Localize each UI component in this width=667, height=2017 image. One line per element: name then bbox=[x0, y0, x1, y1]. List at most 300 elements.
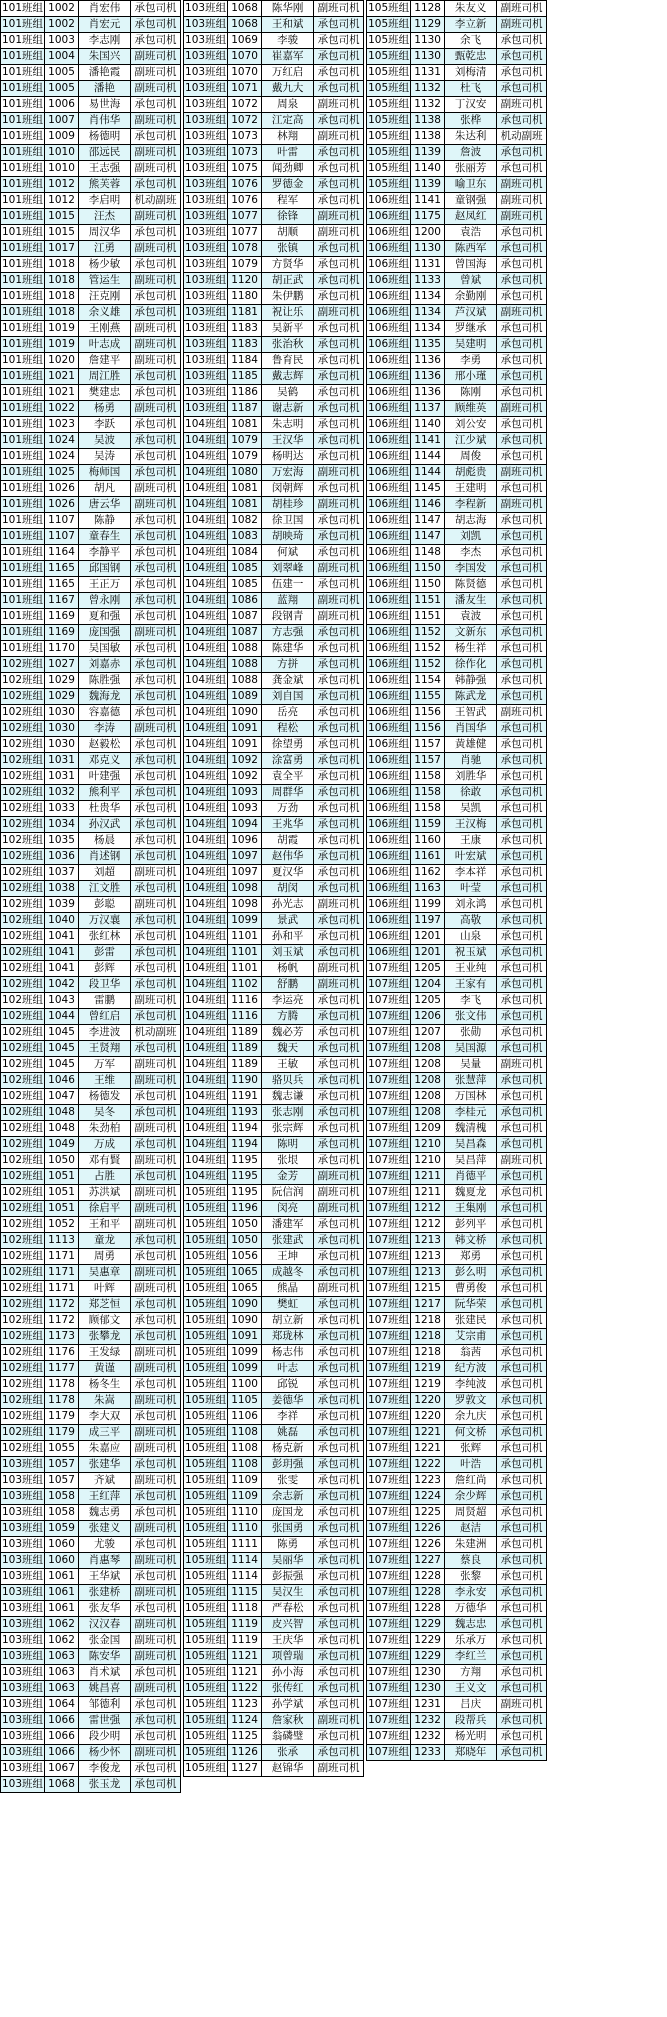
driver-role-cell: 承包司机 bbox=[131, 465, 181, 481]
vehicle-no-cell: 1154 bbox=[411, 673, 445, 689]
table-row bbox=[1, 1489, 181, 1505]
table-row bbox=[1, 785, 181, 801]
table-row bbox=[184, 1, 364, 17]
vehicle-no-cell: 1204 bbox=[411, 977, 445, 993]
driver-role-cell: 承包司机 bbox=[497, 417, 547, 433]
vehicle-no-cell: 1062 bbox=[45, 1617, 79, 1633]
driver-name-cell: 王义文 bbox=[445, 1681, 497, 1697]
vehicle-no-cell: 1138 bbox=[411, 113, 445, 129]
table-row bbox=[1, 993, 181, 1009]
driver-role-cell: 承包司机 bbox=[314, 1633, 364, 1649]
table-row bbox=[1, 1009, 181, 1025]
driver-role-cell: 承包司机 bbox=[497, 785, 547, 801]
driver-name-cell: 尤骏 bbox=[79, 1537, 131, 1553]
vehicle-no-cell: 1145 bbox=[411, 481, 445, 497]
team-cell: 101班组 bbox=[1, 481, 45, 497]
team-cell: 102班组 bbox=[1, 1409, 45, 1425]
team-cell: 101班组 bbox=[1, 449, 45, 465]
driver-role-cell: 副班司机 bbox=[131, 865, 181, 881]
driver-role-cell: 副班司机 bbox=[314, 305, 364, 321]
table-row bbox=[367, 321, 547, 337]
driver-role-cell: 承包司机 bbox=[497, 1393, 547, 1409]
team-cell: 103班组 bbox=[184, 97, 228, 113]
team-cell: 106班组 bbox=[367, 657, 411, 673]
vehicle-no-cell: 1090 bbox=[228, 1297, 262, 1313]
driver-name-cell: 胡顺 bbox=[262, 225, 314, 241]
table-row bbox=[184, 1617, 364, 1633]
vehicle-no-cell: 1002 bbox=[45, 1, 79, 17]
driver-name-cell: 朱志明 bbox=[262, 417, 314, 433]
vehicle-no-cell: 1060 bbox=[45, 1553, 79, 1569]
team-cell: 101班组 bbox=[1, 641, 45, 657]
vehicle-no-cell: 1083 bbox=[228, 529, 262, 545]
driver-name-cell: 徐敢 bbox=[445, 785, 497, 801]
vehicle-no-cell: 1146 bbox=[411, 497, 445, 513]
table-row bbox=[1, 737, 181, 753]
driver-name-cell: 樊虹 bbox=[262, 1297, 314, 1313]
driver-name-cell: 赵毅松 bbox=[79, 737, 131, 753]
driver-role-cell: 承包司机 bbox=[497, 241, 547, 257]
team-cell: 106班组 bbox=[367, 321, 411, 337]
table-row bbox=[1, 1505, 181, 1521]
driver-name-cell: 陈武龙 bbox=[445, 689, 497, 705]
vehicle-no-cell: 1020 bbox=[45, 353, 79, 369]
vehicle-no-cell: 1161 bbox=[411, 849, 445, 865]
driver-name-cell: 彭聪 bbox=[79, 897, 131, 913]
driver-role-cell: 承包司机 bbox=[497, 353, 547, 369]
team-cell: 104班组 bbox=[184, 481, 228, 497]
vehicle-no-cell: 1045 bbox=[45, 1057, 79, 1073]
team-cell: 101班组 bbox=[1, 369, 45, 385]
team-cell: 103班组 bbox=[184, 257, 228, 273]
driver-name-cell: 朱劲柏 bbox=[79, 1121, 131, 1137]
driver-role-cell: 副班司机 bbox=[314, 497, 364, 513]
team-cell: 105班组 bbox=[184, 1521, 228, 1537]
team-cell: 104班组 bbox=[184, 801, 228, 817]
driver-name-cell: 潘艳 bbox=[79, 81, 131, 97]
vehicle-no-cell: 1063 bbox=[45, 1649, 79, 1665]
driver-role-cell: 承包司机 bbox=[497, 113, 547, 129]
vehicle-no-cell: 1007 bbox=[45, 113, 79, 129]
vehicle-no-cell: 1233 bbox=[411, 1745, 445, 1761]
table-row bbox=[1, 1393, 181, 1409]
table-row bbox=[1, 769, 181, 785]
table-row bbox=[1, 1057, 181, 1073]
table-row bbox=[184, 849, 364, 865]
vehicle-no-cell: 1136 bbox=[411, 385, 445, 401]
driver-role-cell: 承包司机 bbox=[314, 1057, 364, 1073]
table-row bbox=[367, 241, 547, 257]
team-cell: 104班组 bbox=[184, 577, 228, 593]
table-row bbox=[184, 737, 364, 753]
team-cell: 103班组 bbox=[184, 161, 228, 177]
vehicle-no-cell: 1141 bbox=[411, 433, 445, 449]
vehicle-no-cell: 1181 bbox=[228, 305, 262, 321]
driver-name-cell: 李程新 bbox=[445, 497, 497, 513]
driver-role-cell: 承包司机 bbox=[314, 1521, 364, 1537]
table-row bbox=[1, 673, 181, 689]
team-cell: 102班组 bbox=[1, 1441, 45, 1457]
driver-role-cell: 副班司机 bbox=[131, 1217, 181, 1233]
vehicle-no-cell: 1189 bbox=[228, 1025, 262, 1041]
driver-role-cell: 副班司机 bbox=[131, 1185, 181, 1201]
driver-name-cell: 余志新 bbox=[262, 1489, 314, 1505]
driver-role-cell: 承包司机 bbox=[497, 977, 547, 993]
vehicle-no-cell: 1024 bbox=[45, 433, 79, 449]
vehicle-no-cell: 1101 bbox=[228, 961, 262, 977]
driver-name-cell: 纪方波 bbox=[445, 1361, 497, 1377]
table-row bbox=[367, 1537, 547, 1553]
driver-role-cell: 副班司机 bbox=[314, 1185, 364, 1201]
driver-name-cell: 方腾 bbox=[262, 1009, 314, 1025]
vehicle-no-cell: 1121 bbox=[228, 1665, 262, 1681]
team-cell: 103班组 bbox=[1, 1649, 45, 1665]
vehicle-no-cell: 1066 bbox=[45, 1745, 79, 1761]
driver-name-cell: 张红林 bbox=[79, 929, 131, 945]
team-cell: 102班组 bbox=[1, 1121, 45, 1137]
driver-name-cell: 孙小海 bbox=[262, 1665, 314, 1681]
vehicle-no-cell: 1018 bbox=[45, 305, 79, 321]
vehicle-no-cell: 1190 bbox=[228, 1073, 262, 1089]
driver-role-cell: 承包司机 bbox=[314, 1345, 364, 1361]
driver-name-cell: 魏海龙 bbox=[79, 689, 131, 705]
driver-name-cell: 姜德华 bbox=[262, 1393, 314, 1409]
team-cell: 101班组 bbox=[1, 577, 45, 593]
team-cell: 102班组 bbox=[1, 1361, 45, 1377]
vehicle-no-cell: 1157 bbox=[411, 753, 445, 769]
team-cell: 105班组 bbox=[184, 1681, 228, 1697]
team-cell: 104班组 bbox=[184, 689, 228, 705]
driver-name-cell: 徐卫国 bbox=[262, 513, 314, 529]
table-row bbox=[367, 1361, 547, 1377]
vehicle-no-cell: 1134 bbox=[411, 321, 445, 337]
driver-role-cell: 副班司机 bbox=[131, 1345, 181, 1361]
table-row bbox=[184, 881, 364, 897]
driver-name-cell: 周泉 bbox=[262, 97, 314, 113]
table-row bbox=[367, 385, 547, 401]
table-row bbox=[1, 369, 181, 385]
team-cell: 101班组 bbox=[1, 193, 45, 209]
table-row bbox=[1, 1585, 181, 1601]
driver-role-cell: 承包司机 bbox=[131, 1377, 181, 1393]
vehicle-no-cell: 1230 bbox=[411, 1681, 445, 1697]
driver-name-cell: 曹勇俊 bbox=[445, 1281, 497, 1297]
vehicle-no-cell: 1081 bbox=[228, 497, 262, 513]
driver-role-cell: 承包司机 bbox=[314, 673, 364, 689]
table-row bbox=[1, 1297, 181, 1313]
driver-role-cell: 副班司机 bbox=[497, 17, 547, 33]
table-row bbox=[1, 193, 181, 209]
driver-role-cell: 承包司机 bbox=[497, 1537, 547, 1553]
driver-role-cell: 承包司机 bbox=[314, 929, 364, 945]
team-cell: 107班组 bbox=[367, 1713, 411, 1729]
driver-role-cell: 承包司机 bbox=[497, 1745, 547, 1761]
driver-role-cell: 副班司机 bbox=[131, 81, 181, 97]
vehicle-no-cell: 1010 bbox=[45, 161, 79, 177]
table-row bbox=[367, 97, 547, 113]
table-row bbox=[1, 161, 181, 177]
team-cell: 107班组 bbox=[367, 1729, 411, 1745]
driver-name-cell: 王维 bbox=[79, 1073, 131, 1089]
driver-role-cell: 承包司机 bbox=[314, 865, 364, 881]
driver-name-cell: 余少辉 bbox=[445, 1489, 497, 1505]
vehicle-no-cell: 1195 bbox=[228, 1153, 262, 1169]
driver-role-cell: 承包司机 bbox=[314, 1505, 364, 1521]
driver-name-cell: 潘建军 bbox=[262, 1217, 314, 1233]
driver-name-cell: 王家有 bbox=[445, 977, 497, 993]
driver-name-cell: 吴国敏 bbox=[79, 641, 131, 657]
driver-name-cell: 陈建华 bbox=[262, 641, 314, 657]
driver-role-cell: 承包司机 bbox=[314, 401, 364, 417]
driver-name-cell: 胡霞 bbox=[262, 833, 314, 849]
driver-name-cell: 方翔 bbox=[445, 1665, 497, 1681]
roster-table-1 bbox=[0, 0, 181, 1793]
vehicle-no-cell: 1049 bbox=[45, 1137, 79, 1153]
table-row bbox=[1, 593, 181, 609]
vehicle-no-cell: 1132 bbox=[411, 81, 445, 97]
driver-role-cell: 承包司机 bbox=[497, 1041, 547, 1057]
driver-name-cell: 李跃 bbox=[79, 417, 131, 433]
vehicle-no-cell: 1171 bbox=[45, 1281, 79, 1297]
vehicle-no-cell: 1108 bbox=[228, 1425, 262, 1441]
driver-role-cell: 承包司机 bbox=[497, 1665, 547, 1681]
table-row bbox=[1, 641, 181, 657]
driver-name-cell: 袁浩 bbox=[445, 225, 497, 241]
driver-role-cell: 副班司机 bbox=[497, 705, 547, 721]
driver-role-cell: 承包司机 bbox=[131, 97, 181, 113]
table-row bbox=[184, 913, 364, 929]
team-cell: 107班组 bbox=[367, 1025, 411, 1041]
team-cell: 103班组 bbox=[1, 1473, 45, 1489]
team-cell: 101班组 bbox=[1, 545, 45, 561]
driver-role-cell: 承包司机 bbox=[497, 1089, 547, 1105]
table-row bbox=[367, 913, 547, 929]
vehicle-no-cell: 1105 bbox=[228, 1393, 262, 1409]
table-row bbox=[184, 593, 364, 609]
team-cell: 101班组 bbox=[1, 1, 45, 17]
team-cell: 107班组 bbox=[367, 1393, 411, 1409]
driver-role-cell: 副班司机 bbox=[314, 561, 364, 577]
driver-name-cell: 肖宏元 bbox=[79, 17, 131, 33]
driver-role-cell: 副班司机 bbox=[131, 1153, 181, 1169]
table-row bbox=[367, 1041, 547, 1057]
team-cell: 102班组 bbox=[1, 1153, 45, 1169]
driver-role-cell: 承包司机 bbox=[131, 1729, 181, 1745]
driver-role-cell: 副班司机 bbox=[314, 225, 364, 241]
driver-role-cell: 承包司机 bbox=[497, 337, 547, 353]
driver-role-cell: 副班司机 bbox=[314, 209, 364, 225]
vehicle-no-cell: 1045 bbox=[45, 1041, 79, 1057]
vehicle-no-cell: 1081 bbox=[228, 417, 262, 433]
table-row bbox=[184, 833, 364, 849]
driver-name-cell: 黄谨 bbox=[79, 1361, 131, 1377]
team-cell: 103班组 bbox=[1, 1681, 45, 1697]
table-row bbox=[184, 17, 364, 33]
driver-role-cell: 承包司机 bbox=[497, 1073, 547, 1089]
table-row bbox=[1, 1457, 181, 1473]
vehicle-no-cell: 1134 bbox=[411, 305, 445, 321]
driver-name-cell: 郑珑林 bbox=[262, 1329, 314, 1345]
team-cell: 103班组 bbox=[184, 1, 228, 17]
table-row bbox=[184, 689, 364, 705]
driver-name-cell: 雷世强 bbox=[79, 1713, 131, 1729]
table-row bbox=[1, 305, 181, 321]
vehicle-no-cell: 1093 bbox=[228, 801, 262, 817]
vehicle-no-cell: 1032 bbox=[45, 785, 79, 801]
driver-name-cell: 丁汉安 bbox=[445, 97, 497, 113]
driver-name-cell: 彭辉 bbox=[79, 961, 131, 977]
driver-name-cell: 邓有賢 bbox=[79, 1153, 131, 1169]
vehicle-no-cell: 1141 bbox=[411, 193, 445, 209]
vehicle-no-cell: 1055 bbox=[45, 1441, 79, 1457]
driver-name-cell: 王和平 bbox=[79, 1217, 131, 1233]
team-cell: 107班组 bbox=[367, 1137, 411, 1153]
team-cell: 103班组 bbox=[184, 209, 228, 225]
table-row bbox=[367, 689, 547, 705]
driver-name-cell: 徐启平 bbox=[79, 1201, 131, 1217]
team-cell: 101班组 bbox=[1, 241, 45, 257]
team-cell: 106班组 bbox=[367, 849, 411, 865]
table-row bbox=[184, 513, 364, 529]
team-cell: 103班组 bbox=[1, 1633, 45, 1649]
team-cell: 107班组 bbox=[367, 1665, 411, 1681]
vehicle-no-cell: 1056 bbox=[228, 1249, 262, 1265]
driver-name-cell: 袁全平 bbox=[262, 769, 314, 785]
driver-name-cell: 翁茜 bbox=[445, 1345, 497, 1361]
driver-role-cell: 副班司机 bbox=[497, 209, 547, 225]
table-row bbox=[367, 513, 547, 529]
driver-role-cell: 承包司机 bbox=[497, 1633, 547, 1649]
table-row bbox=[367, 337, 547, 353]
team-cell: 107班组 bbox=[367, 1073, 411, 1089]
table-row bbox=[1, 1777, 181, 1793]
table-row bbox=[184, 1233, 364, 1249]
table-row bbox=[1, 1153, 181, 1169]
table-row bbox=[1, 1089, 181, 1105]
table-row bbox=[1, 1425, 181, 1441]
driver-role-cell: 承包司机 bbox=[314, 17, 364, 33]
table-row bbox=[367, 1137, 547, 1153]
vehicle-no-cell: 1189 bbox=[228, 1041, 262, 1057]
vehicle-no-cell: 1122 bbox=[228, 1681, 262, 1697]
vehicle-no-cell: 1010 bbox=[45, 145, 79, 161]
vehicle-no-cell: 1218 bbox=[411, 1345, 445, 1361]
team-cell: 104班组 bbox=[184, 1121, 228, 1137]
vehicle-no-cell: 1196 bbox=[228, 1201, 262, 1217]
vehicle-no-cell: 1068 bbox=[228, 1, 262, 17]
driver-name-cell: 吴冬 bbox=[79, 1105, 131, 1121]
driver-name-cell: 张勋 bbox=[445, 1025, 497, 1041]
driver-name-cell: 阮华荣 bbox=[445, 1297, 497, 1313]
team-cell: 105班组 bbox=[184, 1585, 228, 1601]
team-cell: 104班组 bbox=[184, 497, 228, 513]
team-cell: 105班组 bbox=[184, 1649, 228, 1665]
team-cell: 106班组 bbox=[367, 833, 411, 849]
driver-role-cell: 承包司机 bbox=[314, 1553, 364, 1569]
driver-role-cell: 承包司机 bbox=[314, 529, 364, 545]
driver-role-cell: 承包司机 bbox=[497, 1137, 547, 1153]
vehicle-no-cell: 1230 bbox=[411, 1665, 445, 1681]
table-row bbox=[367, 305, 547, 321]
table-row bbox=[1, 1617, 181, 1633]
driver-name-cell: 余九庆 bbox=[445, 1409, 497, 1425]
driver-role-cell: 承包司机 bbox=[131, 1105, 181, 1121]
table-row bbox=[1, 849, 181, 865]
vehicle-no-cell: 1092 bbox=[228, 769, 262, 785]
vehicle-no-cell: 1079 bbox=[228, 449, 262, 465]
driver-role-cell: 承包司机 bbox=[131, 913, 181, 929]
vehicle-no-cell: 1156 bbox=[411, 705, 445, 721]
driver-name-cell: 严春松 bbox=[262, 1601, 314, 1617]
driver-role-cell: 承包司机 bbox=[131, 1249, 181, 1265]
table-row bbox=[367, 1633, 547, 1649]
vehicle-no-cell: 1065 bbox=[228, 1265, 262, 1281]
table-row bbox=[184, 721, 364, 737]
table-row bbox=[1, 1681, 181, 1697]
vehicle-no-cell: 1152 bbox=[411, 657, 445, 673]
team-cell: 103班组 bbox=[1, 1521, 45, 1537]
driver-name-cell: 闵亮 bbox=[262, 1201, 314, 1217]
driver-name-cell: 江少斌 bbox=[445, 433, 497, 449]
team-cell: 107班组 bbox=[367, 1537, 411, 1553]
driver-name-cell: 舒鹏 bbox=[262, 977, 314, 993]
table-row bbox=[1, 1361, 181, 1377]
team-cell: 101班组 bbox=[1, 225, 45, 241]
table-row bbox=[1, 833, 181, 849]
vehicle-no-cell: 1178 bbox=[45, 1393, 79, 1409]
team-cell: 105班组 bbox=[184, 1553, 228, 1569]
driver-role-cell: 承包司机 bbox=[497, 145, 547, 161]
table-row bbox=[1, 705, 181, 721]
driver-name-cell: 曾斌 bbox=[445, 273, 497, 289]
vehicle-no-cell: 1006 bbox=[45, 97, 79, 113]
driver-name-cell: 潘友生 bbox=[445, 593, 497, 609]
table-row bbox=[367, 881, 547, 897]
table-row bbox=[184, 1169, 364, 1185]
vehicle-no-cell: 1147 bbox=[411, 513, 445, 529]
table-row bbox=[367, 577, 547, 593]
driver-name-cell: 张友华 bbox=[79, 1601, 131, 1617]
driver-role-cell: 承包司机 bbox=[314, 1025, 364, 1041]
vehicle-no-cell: 1158 bbox=[411, 801, 445, 817]
team-cell: 103班组 bbox=[184, 241, 228, 257]
driver-role-cell: 承包司机 bbox=[314, 833, 364, 849]
driver-name-cell: 叶莹 bbox=[445, 881, 497, 897]
driver-role-cell: 承包司机 bbox=[131, 289, 181, 305]
driver-name-cell: 叶浩 bbox=[445, 1457, 497, 1473]
team-cell: 104班组 bbox=[184, 1137, 228, 1153]
driver-name-cell: 顾郁文 bbox=[79, 1313, 131, 1329]
driver-name-cell: 金芳 bbox=[262, 1169, 314, 1185]
vehicle-no-cell: 1029 bbox=[45, 673, 79, 689]
driver-role-cell: 承包司机 bbox=[497, 225, 547, 241]
driver-name-cell: 朱嘉应 bbox=[79, 1441, 131, 1457]
driver-name-cell: 杨勇 bbox=[79, 401, 131, 417]
driver-role-cell: 承包司机 bbox=[131, 369, 181, 385]
team-cell: 101班组 bbox=[1, 593, 45, 609]
driver-name-cell: 童钢强 bbox=[445, 193, 497, 209]
team-cell: 104班组 bbox=[184, 993, 228, 1009]
table-row bbox=[1, 961, 181, 977]
table-row bbox=[184, 1553, 364, 1569]
vehicle-no-cell: 1063 bbox=[45, 1665, 79, 1681]
team-cell: 105班组 bbox=[184, 1569, 228, 1585]
driver-role-cell: 承包司机 bbox=[497, 1249, 547, 1265]
vehicle-no-cell: 1186 bbox=[228, 385, 262, 401]
table-row bbox=[184, 961, 364, 977]
team-cell: 105班组 bbox=[184, 1713, 228, 1729]
driver-role-cell: 副班司机 bbox=[131, 721, 181, 737]
